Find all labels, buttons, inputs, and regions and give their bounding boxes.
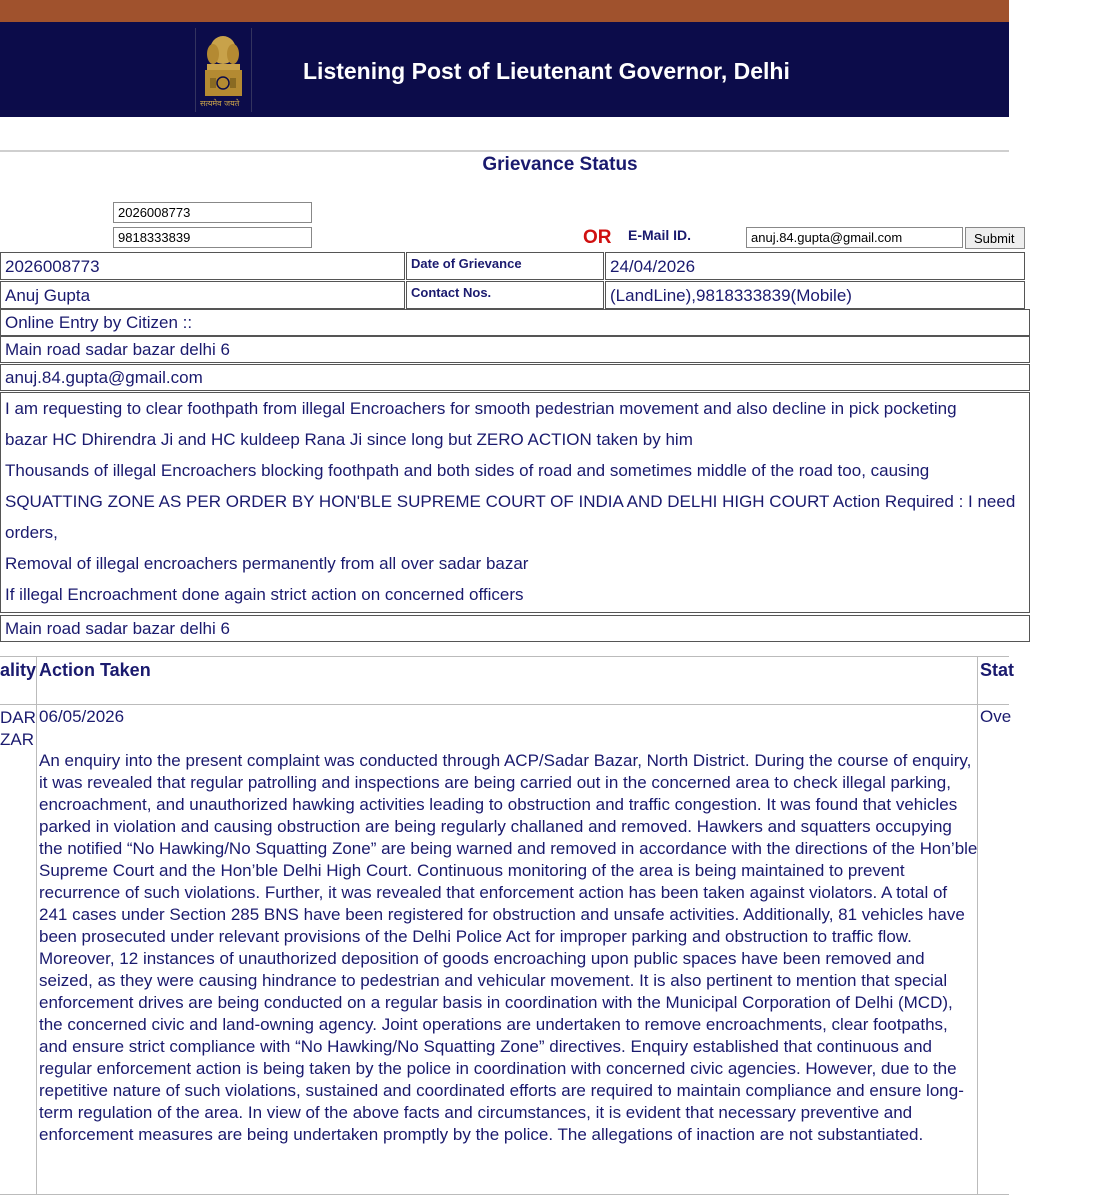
locality-line: DAR <box>0 708 36 727</box>
description-line: I am requesting to clear foothpath from illegal Encroachers for smooth pedestrian movement and also decline in pick pocketing <box>5 399 957 418</box>
description-line: Removal of illegal encroachers permanently from all over sadar bazar <box>5 554 529 573</box>
table-border <box>0 656 1009 657</box>
citizen-email: anuj.84.gupta@gmail.com <box>0 364 1030 391</box>
table-border <box>36 656 37 1195</box>
description-line: Thousands of illegal Encroachers blocking foothpath and both sides of road and sometimes middle of the road too, causing <box>5 461 930 480</box>
contact-numbers-value: (LandLine),9818333839(Mobile) <box>605 281 1025 309</box>
locality-line: ZAR <box>0 730 34 749</box>
description-line: orders, <box>5 523 58 542</box>
national-emblem-logo <box>195 28 252 112</box>
email-label: E-Mail ID. <box>628 227 692 243</box>
entry-type: Online Entry by Citizen :: <box>0 309 1030 336</box>
submit-button[interactable]: Submit <box>965 227 1025 249</box>
table-border <box>0 704 1009 705</box>
page-title: Grievance Status <box>482 154 638 175</box>
status-value: Ove <box>980 707 1012 726</box>
address: Main road sadar bazar delhi 6 <box>0 336 1030 363</box>
site-title: Listening Post of Lieutenant Governor, Delhi <box>303 58 790 84</box>
date-of-grievance-value: 24/04/2026 <box>605 252 1025 280</box>
contact-numbers-label: Contact Nos. <box>406 281 604 309</box>
grievance-number-value: 2026008773 <box>0 252 405 280</box>
grievance-number-input[interactable] <box>113 202 312 223</box>
description-line: If illegal Encroachment done again strict action on concerned officers <box>5 585 524 604</box>
action-date: 06/05/2026 <box>39 707 125 726</box>
grievance-description <box>0 392 1030 613</box>
action-taken-column-header: Action Taken <box>39 660 151 680</box>
or-separator: OR <box>583 227 612 248</box>
description-line: SQUATTING ZONE AS PER ORDER BY HON'BLE SUPREME COURT OF INDIA AND DELHI HIGH COURT Action Required : I need <box>5 492 1016 511</box>
locality-column-header: ality <box>0 660 37 680</box>
locality-value <box>0 707 36 751</box>
divider <box>0 150 1009 152</box>
emblem-motto: सत्यमेव जयते <box>200 99 240 108</box>
site-header <box>0 22 1009 117</box>
description-line: bazar HC Dhirendra Ji and HC kuldeep Rana Ji since long but ZERO ACTION taken by him <box>5 430 693 449</box>
email-input[interactable] <box>746 227 963 248</box>
date-of-grievance-label: Date of Grievance <box>406 252 604 280</box>
action-taken-text: An enquiry into the present complaint was conducted through ACP/Sadar Bazar, North District. During the course of enquiry, it was revealed that regular patrolling and inspections are being carried out in the concerned area to check illegal parking, encroachment, and unauthorized hawking activities leading to obstruction and traffic congestion. It was found that vehicles parked in violation and causing obstruction are being regularly challaned and removed. Hawkers and squatters occupying the notified “No Hawking/No Squatting Zone” are being warned and removed in accordance with the directions of the Hon’ble Supreme Court and the Hon’ble Delhi High Court. Continuous monitoring of the area is being maintained to prevent recurrence of such violations. Further, it was revealed that enforcement action has been taken against violators. A total of 241 cases under Section 285 BNS have been registered for obstruction and unsafe activities. Additionally, 81 vehicles have been prosecuted under relevant provisions of the Delhi Police Act for improper parking and obstruction to traffic flow. Moreover, 12 instances of unauthorized deposition of goods encroaching upon public spaces have been removed and seized, as they were causing hindrance to pedestrian and vehicular movement. It is also pertinent to mention that special enforcement drives are being conducted on a regular basis in coordination with the Municipal Corporation of Delhi (MCD), the concerned civic and land-owning agency. Joint operations are undertaken to remove encroachments, clear footpaths, and ensure strict compliance with “No Hawking/No Squatting Zone” directives. Enquiry established that continuous and regular enforcement action is being taken by the police in coordination with concerned civic agencies. However, due to the repetitive nature of such violations, sustained and coordinated efforts are required to maintain compliance and ensure long-term regulation of the area. In view of the above facts and circumstances, it is evident that necessary preventive and enforcement measures are being undertaken promptly by the police. The allegations of inaction are not substantiated. <box>39 751 978 1144</box>
grievance-location: Main road sadar bazar delhi 6 <box>0 615 1030 642</box>
mobile-number-input[interactable] <box>113 227 312 248</box>
citizen-name: Anuj Gupta <box>0 281 405 309</box>
status-column-header: Stat <box>980 660 1015 680</box>
top-accent-bar <box>0 0 1009 22</box>
table-border <box>0 1194 1009 1195</box>
